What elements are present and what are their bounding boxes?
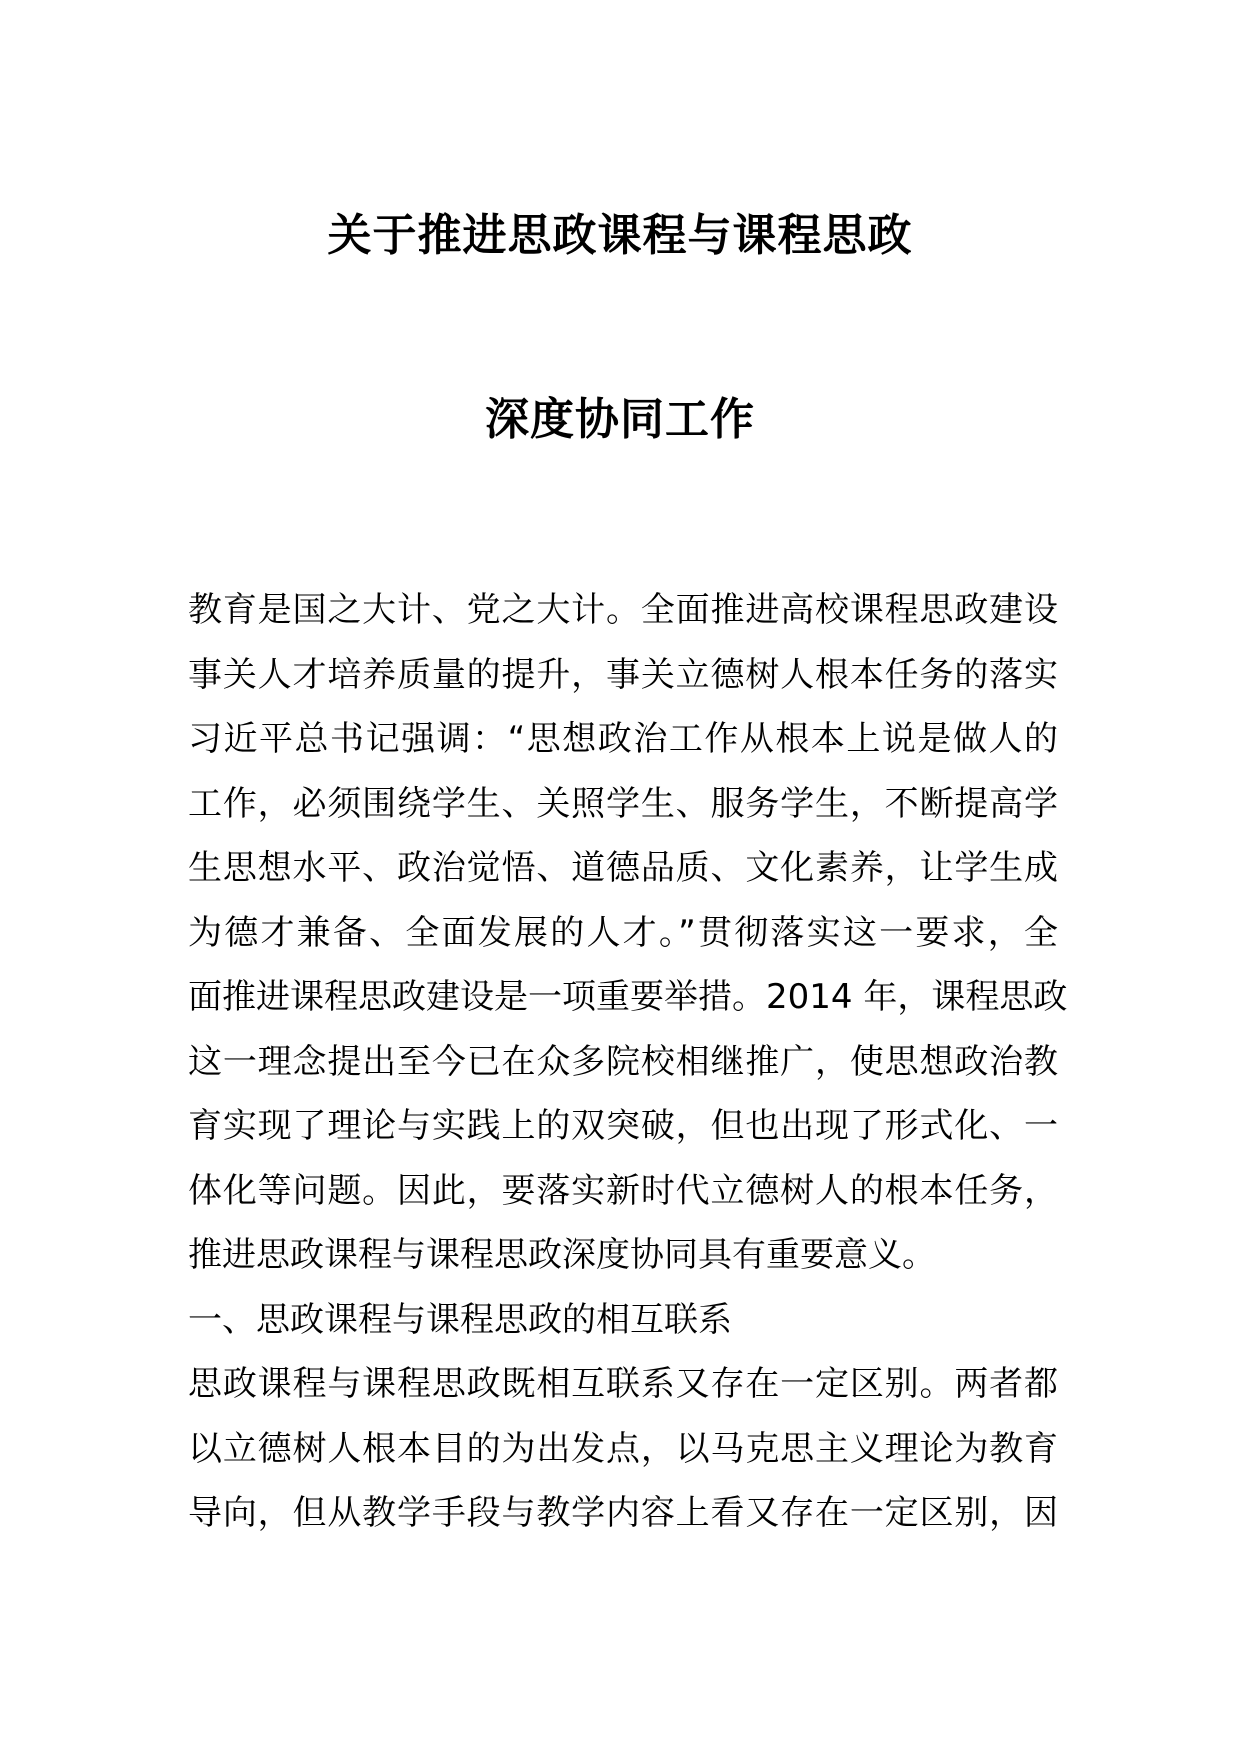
body-line: 以立德树人根本目的为出发点，以马克思主义理论为教育 <box>188 1428 1058 1469</box>
document-title-line-1: 关于推进思政课程与课程思政 <box>327 210 913 261</box>
body-line: 推进思政课程与课程思政深度协同具有重要意义。 <box>188 1235 936 1275</box>
section-heading: 一、思政课程与课程思政的相互联系 <box>188 1299 732 1340</box>
body-line: 导向，但从教学手段与教学内容上看又存在一定区别，因 <box>188 1493 1058 1533</box>
body-line: 面推进课程思政建设是一项重要举措。2014 年，课程思政 <box>188 977 1068 1017</box>
body-line: 思政课程与课程思政既相互联系又存在一定区别。两者都 <box>188 1364 1058 1404</box>
body-line: 育实现了理论与实践上的双突破，但也出现了形式化、一 <box>188 1106 1058 1146</box>
body-line: 习近平总书记强调：“思想政治工作从根本上说是做人的 <box>188 719 1058 759</box>
body-line: 这一理念提出至今已在众多院校相继推广，使思想政治教 <box>188 1041 1058 1082</box>
document-body <box>188 578 1068 1546</box>
body-line: 事关人才培养质量的提升，事关立德树人根本任务的落实 <box>188 654 1058 695</box>
body-line: 工作，必须围绕学生、关照学生、服务学生，不断提高学 <box>188 783 1058 824</box>
body-line: 生思想水平、政治觉悟、道德品质、文化素养，让学生成 <box>188 848 1058 888</box>
document-title-line-2: 深度协同工作 <box>485 394 755 445</box>
body-line: 体化等问题。因此，要落实新时代立德树人的根本任务， <box>188 1170 1058 1211</box>
body-line: 教育是国之大计、党之大计。全面推进高校课程思政建设 <box>188 590 1058 630</box>
body-line: 为德才兼备、全面发展的人才。”贯彻落实这一要求，全 <box>188 912 1058 953</box>
